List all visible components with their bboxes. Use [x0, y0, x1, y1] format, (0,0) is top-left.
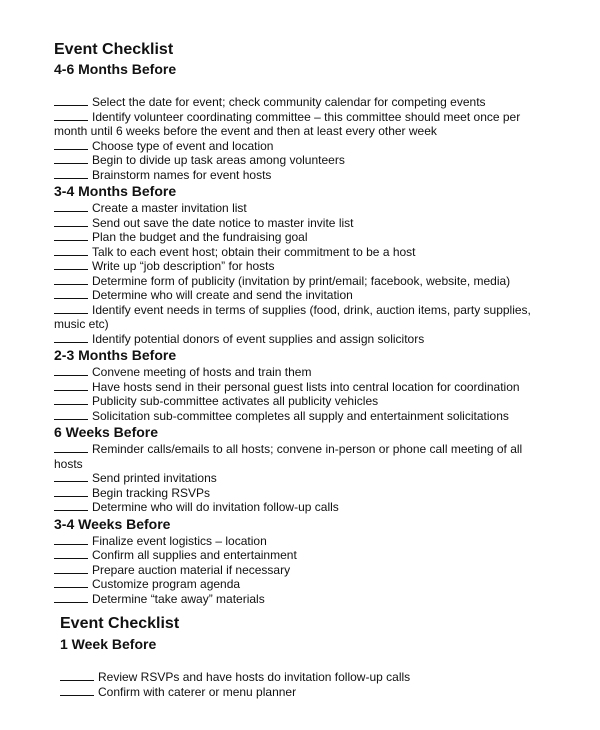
checklist-item	[54, 245, 554, 260]
checklist-items	[54, 365, 554, 423]
checklist-item-text: Send out save the date notice to master invite list	[92, 215, 354, 230]
checkbox-blank-line[interactable]	[54, 168, 88, 179]
checkbox-blank-line[interactable]	[54, 95, 88, 106]
section-heading: 6 Weeks Before	[54, 424, 159, 440]
checklist-section	[60, 634, 560, 700]
checklist-item	[54, 110, 554, 139]
checklist-item-text: Convene meeting of hosts and train them	[92, 365, 312, 379]
checklist-item-text: Select the date for event; check community calendar for competing events	[92, 95, 486, 109]
checklist-item	[60, 670, 560, 685]
checklist-item-text: Publicity sub-committee activates all publicity vehicles	[92, 394, 379, 408]
checkbox-blank-line[interactable]	[54, 153, 88, 164]
checkbox-blank-line[interactable]	[54, 288, 88, 299]
checklist-item	[54, 274, 554, 289]
checklist-item	[54, 548, 554, 563]
checklist-item	[54, 259, 554, 274]
checklist-item	[54, 592, 554, 607]
checklist-item-text: Determine form of publicity (invitation by print/email; facebook, website, media)	[92, 273, 511, 288]
checklist-item-text: Determine “take away” materials	[92, 591, 265, 606]
checklist-item-text: Review RSVPs and have hosts do invitation follow-up calls	[98, 670, 411, 684]
checkbox-blank-line[interactable]	[54, 332, 88, 343]
checkbox-blank-line[interactable]	[54, 548, 88, 559]
checklist-page-1	[54, 40, 554, 606]
checklist-item-text: Identify volunteer coordinating committee – this committee should meet once per month until 6 weeks before the event and then at least every other week	[54, 109, 521, 138]
checklist-section	[54, 182, 554, 346]
checklist-item	[54, 563, 554, 578]
checklist-item	[54, 365, 554, 380]
checkbox-blank-line[interactable]	[54, 139, 88, 150]
checklist-item	[54, 303, 554, 332]
checklist-item	[54, 153, 554, 168]
checklist-item	[54, 486, 554, 501]
checklist-item-text: Reminder calls/emails to all hosts; convene in-person or phone call meeting of all hosts	[54, 442, 523, 471]
checklist-item-text: Create a master invitation list	[92, 201, 247, 215]
checklist-item-text: Send printed invitations	[92, 471, 217, 485]
checkbox-blank-line[interactable]	[54, 563, 88, 574]
spacer	[54, 79, 554, 95]
checkbox-blank-line[interactable]	[54, 216, 88, 227]
checklist-item	[54, 288, 554, 303]
checklist-item	[54, 230, 554, 245]
checkbox-blank-line[interactable]	[54, 201, 88, 212]
document-title: Event Checklist	[54, 41, 174, 58]
checkbox-blank-line[interactable]	[54, 274, 88, 285]
spacer	[60, 654, 560, 670]
checklist-item	[54, 139, 554, 154]
section-heading: 3-4 Months Before	[54, 183, 177, 199]
checkbox-blank-line[interactable]	[54, 230, 88, 241]
checklist-item-text: Plan the budget and the fundraising goal	[92, 230, 308, 244]
checklist-item-text: Identify potential donors of event supplies and assign solicitors	[92, 331, 425, 346]
checklist-item-text: Determine who will create and send the invitation	[92, 288, 353, 302]
checklist-item	[54, 577, 554, 592]
checkbox-blank-line[interactable]	[54, 365, 88, 376]
checkbox-blank-line[interactable]	[54, 380, 88, 391]
checklist-item-text: Customize program agenda	[92, 577, 241, 591]
checkbox-blank-line[interactable]	[54, 110, 88, 121]
section-heading: 3-4 Weeks Before	[54, 515, 171, 532]
checklist-item-text: Brainstorm names for event hosts	[92, 167, 272, 182]
checklist-item-text: Have hosts send in their personal guest lists into central location for coordination	[92, 379, 520, 394]
section-heading: 2-3 Months Before	[54, 347, 177, 363]
checklist-item	[54, 332, 554, 347]
checklist-section	[54, 346, 554, 423]
checklist-item-text: Prepare auction material if necessary	[92, 562, 291, 577]
checklist-sections	[54, 60, 554, 606]
checklist-item-text: Choose type of event and location	[92, 138, 274, 153]
checklist-item	[54, 201, 554, 216]
checkbox-blank-line[interactable]	[54, 442, 88, 453]
checklist-item	[60, 685, 560, 700]
checkbox-blank-line[interactable]	[54, 471, 88, 482]
checklist-item	[54, 394, 554, 409]
checklist-item-text: Talk to each event host; obtain their commitment to be a host	[92, 244, 416, 259]
checklist-item-text: Write up “job description” for hosts	[92, 259, 275, 273]
checklist-page-2	[60, 614, 560, 700]
checklist-item-text: Finalize event logistics – location	[92, 533, 267, 548]
checklist-item-text: Determine who will do invitation follow-up calls	[92, 500, 339, 514]
checklist-items	[54, 95, 554, 182]
checklist-section	[54, 515, 554, 607]
checklist-items	[54, 534, 554, 607]
checkbox-blank-line[interactable]	[54, 500, 88, 511]
checklist-item-text: Begin tracking RSVPs	[92, 485, 211, 500]
checkbox-blank-line[interactable]	[54, 303, 88, 314]
checklist-item-text: Solicitation sub-committee completes all supply and entertainment solicitations	[92, 408, 509, 423]
checklist-section	[54, 60, 554, 182]
checklist-item	[54, 95, 554, 110]
checklist-item	[54, 500, 554, 515]
section-heading: 4-6 Months Before	[54, 61, 177, 77]
document-title-2: Event Checklist	[60, 615, 180, 632]
checklist-item-text: Confirm all supplies and entertainment	[92, 548, 297, 562]
checklist-items	[54, 442, 554, 515]
checklist-item-text: Identify event needs in terms of supplies (food, drink, auction items, party supplies, music etc)	[54, 302, 531, 331]
checklist-items	[54, 201, 554, 346]
checkbox-blank-line[interactable]	[60, 685, 94, 696]
checklist-item	[54, 534, 554, 549]
checklist-item	[54, 409, 554, 424]
checklist-section	[54, 423, 554, 515]
checklist-items	[60, 670, 560, 700]
checkbox-blank-line[interactable]	[54, 592, 88, 603]
checkbox-blank-line[interactable]	[54, 245, 88, 256]
checkbox-blank-line[interactable]	[54, 534, 88, 545]
checklist-sections-2	[60, 634, 560, 700]
checklist-item	[54, 168, 554, 183]
checklist-item-text: Begin to divide up task areas among volunteers	[92, 153, 345, 167]
checklist-item	[54, 471, 554, 486]
checklist-item-text: Confirm with caterer or menu planner	[98, 685, 297, 699]
checkbox-blank-line[interactable]	[54, 394, 88, 405]
checkbox-blank-line[interactable]	[54, 259, 88, 270]
checklist-item	[54, 216, 554, 231]
checkbox-blank-line[interactable]	[54, 409, 88, 420]
checklist-item	[54, 380, 554, 395]
checkbox-blank-line[interactable]	[54, 577, 88, 588]
checkbox-blank-line[interactable]	[60, 670, 94, 681]
checklist-item	[54, 442, 554, 471]
section-heading: 1 Week Before	[60, 636, 157, 652]
checkbox-blank-line[interactable]	[54, 486, 88, 497]
